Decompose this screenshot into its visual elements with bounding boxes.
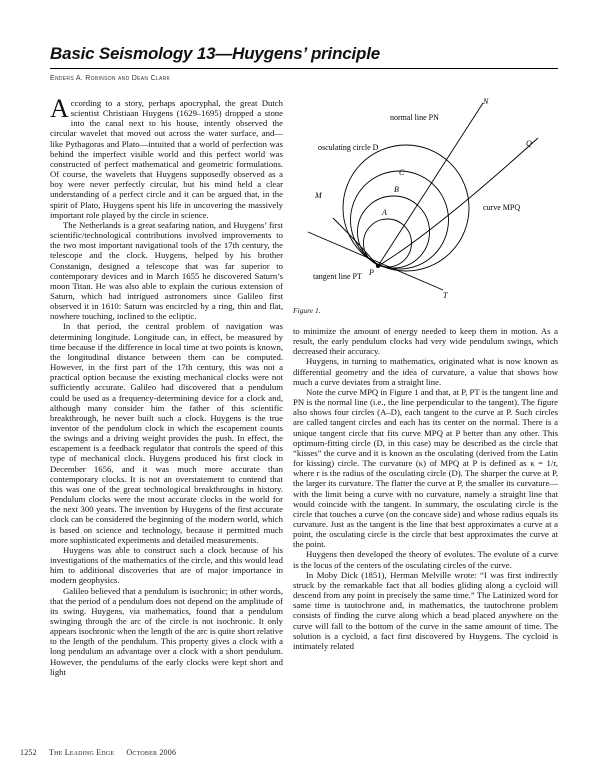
paragraph-10: In Moby Dick (1851), Herman Melville wrote: “I was first indirectly struck by the remarkable fact that all bodies gliding along a cycloid will descend from any point in precisely the same time.” The Latinized word for same time is tautochrone and, in mathematics, the tautochrone problem consists of finding the curve along which a bead placed anywhere on the curve will fall to the bottom of the curve in the same amount of time. The solution is a cycloid, a fact first discovered by Huygens. The cycloid is intimately related bbox=[293, 569, 558, 651]
label-b: B bbox=[394, 185, 399, 194]
paragraph-5: Galileo believed that a pendulum is isochronic; in other words, that the period of a pendulum does not depend on the amplitude of its swing. Huygens, via mathematics, found that a pendulum swinging through the arc of the circle is not isochronic. It only appears isochronic when the length of the arc is quite short relative to the length of the pendulum. This property gives a clock with a long pendulum an advantage over a clock with a short pendulum. However, the pendulums of the early clocks were kept short and light bbox=[50, 585, 283, 677]
drop-cap: A bbox=[50, 94, 69, 123]
left-column bbox=[50, 94, 283, 677]
figure-1-diagram bbox=[293, 98, 558, 304]
label-normal-line: normal line PN bbox=[390, 113, 439, 122]
label-p: P bbox=[369, 268, 374, 277]
journal-name: The Leading Edge bbox=[49, 748, 115, 757]
figure-caption: Figure 1. bbox=[293, 306, 321, 315]
label-a: A bbox=[382, 208, 387, 217]
label-tangent-line: tangent line PT bbox=[313, 272, 362, 281]
tangent-line bbox=[308, 232, 443, 290]
paragraph-6: to minimize the amount of energy needed to keep them in motion. As a result, the early pendulum clocks had very wide pendulum swings, which decreased their accuracy. bbox=[293, 326, 558, 357]
issue-date: October 2006 bbox=[126, 748, 177, 757]
label-m: M bbox=[315, 191, 322, 200]
label-osculating-circle: osculating circle D bbox=[318, 143, 379, 152]
label-q: Q bbox=[526, 139, 532, 148]
label-curve: curve MPQ bbox=[483, 203, 521, 212]
label-t: T bbox=[443, 291, 448, 300]
right-column bbox=[293, 326, 558, 651]
point-p bbox=[376, 264, 380, 268]
paragraph-8: Note the curve MPQ in Figure 1 and that, at P, PT is the tangent line and PN is the normal line (i.e., the line perpendicular to the tangent). The figure also shows four circles (A–D), each tangent to the curve at P. Such circles are called tangent circles and each has its center on the normal. There is a unique tangent circle that fits curve MPQ at P better than any other. This optimum-fitting circle (D, in this case) may be described as the circle that “kisses” the curve and it is known as the osculating (derived from the Latin for kissing) circle. The curvature (κ) of MPQ at P is defined as κ = 1/r, where r is the radius of the osculating circle (D). The sharper the curve at P, the larger its curvature. The flatter the curve at P, the smaller its curvature—with the limit being a curve with no curvature, namely a straight line that would coincide with the tangent. In summary, the osculating circle is the circle that touches a curve (on the concave side) and whose radius equals its curvature. Just as the tangent is the line that best approximates a curve at a point, the osculating circle is the circle that best approximates the curve at the point. bbox=[293, 386, 558, 550]
title-rule bbox=[50, 68, 558, 69]
paragraph-7: Huygens, in turning to mathematics, originated what is now known as differential geometry and the idea of curvature, a value that shows how much a curve deviates from a straight line. bbox=[293, 356, 558, 387]
article-title: Basic Seismology 13—Huygens’ principle bbox=[50, 44, 380, 63]
article-authors: Enders A. Robinson and Dean Clark bbox=[50, 75, 171, 82]
paragraph-2: The Netherlands is a great seafaring nation, and Huygens’ first scientific/technological contributions involved improvements to the two most important navigational tools of the 17th century, the telescope and the clock. Huygens, helped by his brother Constanign, designed a telescope that was far superior to contemporary devices and in March 1655 he discovered Saturn’s moon Titan. He was also able to explain the curious extension of Saturn, which had intrigued astronomers since Galileo first observed it in 1610: Saturn was encircled by a ring, thin and flat, nowhere touching, inclined to the ecliptic. bbox=[50, 219, 283, 322]
page-number: 1252 bbox=[20, 748, 37, 757]
paragraph-4: Huygens was able to construct such a clock because of his investigations of the mathematics of the circle, and this would lead him to additional discoveries that are of major importance in modern geophysics. bbox=[50, 544, 283, 586]
page-footer bbox=[20, 748, 186, 757]
label-c: C bbox=[399, 168, 405, 177]
paragraph-9: Huygens then developed the theory of evolutes. The evolute of a curve is the locus of the centers of the osculating circles of the curve. bbox=[293, 549, 558, 570]
paragraph-3: In that period, the central problem of navigation was determining longitude. Longitude can, in effect, be measured by time because if the difference in local time at two points is known, the longitudinal distance between them can be computed. However, in the first part of the 17th century, this was not a practical option because the existing mechanical clocks were not sufficiently accurate. Galileo had discovered that a pendulum could be used as a frequency-determining device for a clock and, although many consider him the father of this scientific breakthrough, he never built such a clock. Huygens is the true inventor of the pendulum clock in which the escapement counts the swings and a driving weight provides the push. In effect, the escapement is a feedback regulator that controls the speed of this type of mechanical clock. Huygens produced his first clock in December 1656, and it was much more accurate than contemporary clocks. It is not an overstatement to contend that this was one of the great technological breakthroughs in history. Pendulum clocks were the most accurate clocks in the world for the next 300 years. The invention by Huygens of the first accurate clock can be considered the beginning of the modern world, which is based on science and technology, because it permitted much more sophisticated experiments and detailed measurements. bbox=[50, 321, 283, 545]
label-n: N bbox=[483, 98, 489, 106]
paragraph-1: According to a story, perhaps apocryphal, the great Dutch scientist Christiaan Huygens (1629–1695) dropped a stone into the canal next to his house, intently observed the circular wavelet that moved out across the water surface, and—like Pythagoras and Plato—intuited that a world of perfection was behind the imperfect visible world and this perfect world was constructed of perfect mathematical and geometric formulations. Of course, the wavelets that Huygens supposedly observed as a boy were never perfectly circular, but his mind held a clear understanding of a perfect circle and it can be argued that, in the spirit of Plato, Huygens spent his life in uncovering the massively important role played by the circle in science. bbox=[50, 94, 283, 220]
